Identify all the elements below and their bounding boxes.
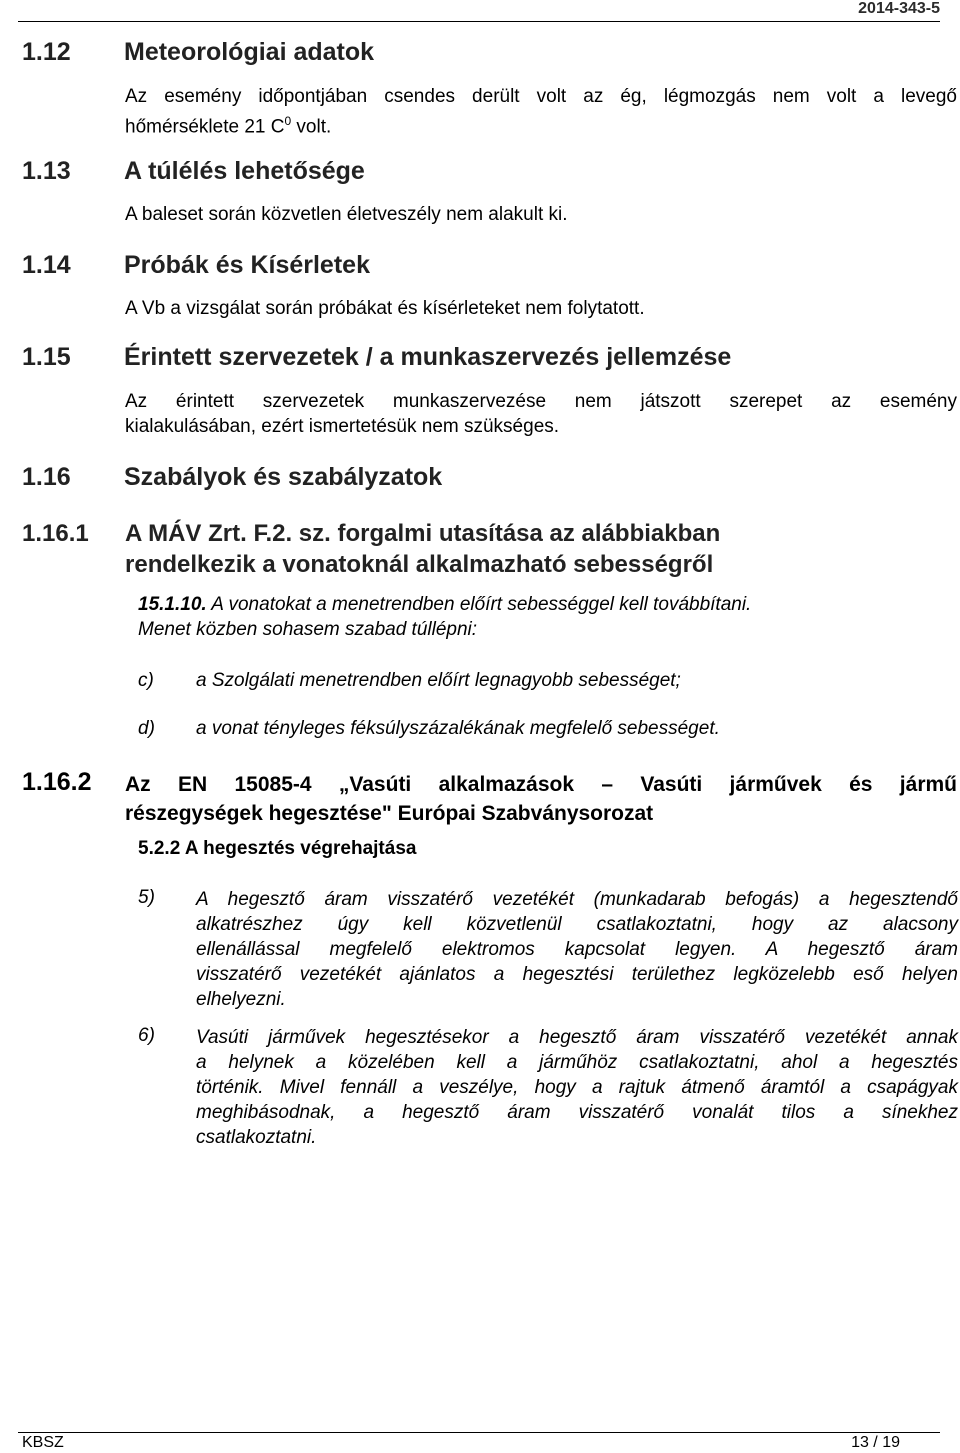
heading-1-16 (22, 463, 942, 495)
heading-title: Szabályok és szabályzatok (124, 463, 443, 491)
heading-number: 1.15 (22, 343, 71, 371)
heading-1-12 (22, 38, 942, 70)
paragraph-1-14: A Vb a vizsgálat során próbákat és kísérleteket nem folytatott. (125, 298, 645, 319)
heading-title: Meteorológiai adatok (124, 38, 375, 66)
heading-title: A túlélés lehetősége (124, 157, 365, 185)
paragraph-line: hőmérséklete 21 $C^0$ volt. (125, 114, 332, 138)
list-item-text: a vonat tényleges féksúlyszázalékának megfelelő sebességet. (196, 718, 720, 739)
list-item-text: a Szolgálati menetrendben előírt legnagyobb sebességet; (196, 670, 681, 691)
footer-organization: KBSZ (22, 1434, 64, 1451)
footer-page-number: 13 / 19 (851, 1434, 900, 1451)
paragraph-line: kialakulásában, ezért ismertetésük nem szükséges. (125, 416, 560, 437)
rule-paragraph (138, 594, 751, 616)
heading-1-16-1-number: 1.16.1 (22, 520, 89, 547)
paragraph-1-12 (125, 84, 957, 139)
heading-1-16-2-number: 1.16.2 (22, 768, 92, 796)
numbered-item-text: A hegesztő áram visszatérő vezetékét (munkadarab befogás) a hegesztendő alkatrészhez úgy kell közvetlenül csatlakoztatni, hogy az alacsony ellenállással megfelelő elektromos kapcsolat legyen. A hegesztő áram visszatérő vezetékét ajánlatos a hegesztési területhez legközelebb eső helyen elhelyezni. (196, 889, 958, 1010)
heading-title: Próbák és Kísérletek (124, 251, 370, 279)
footer-rule (18, 1432, 940, 1433)
paragraph-line: Az érintett szervezetek munkaszervezése nem játszott szerepet az esemény (125, 391, 957, 412)
document-id: 2014-343-5 (858, 0, 940, 17)
heading-1-14 (22, 251, 942, 283)
heading-1-16-1-title: A MÁV Zrt. F.2. sz. forgalmi utasítása az alábbiakban rendelkezik a vonatoknál alkalmazható sebességről (125, 520, 721, 578)
numbered-item-text: Vasúti járművek hegesztésekor a hegesztő áram visszatérő vezetékét annak a helynek a közelében kell a járműhöz csatlakoztatni, ahol a hegesztés történik. Mivel fennáll a veszélye, hogy a rajtuk átmenő áramtól a csapágyak meghibásodnak, a hegesztő áram visszatérő vonalát tilos a sínekhez csatlakoztatni. (196, 1027, 958, 1148)
heading-1-16-2-title: Az EN 15085-4 „Vasúti alkalmazások – Vasúti járművek és jármű részegységek hegesztése" Európai Szabványsorozat (125, 773, 957, 825)
numbered-item-number: 6) (138, 1025, 155, 1046)
rule-reference: 15.1.10. (138, 594, 207, 615)
rule-paragraph-line: Menet közben sohasem szabad túllépni: (138, 619, 478, 640)
heading-number: 1.13 (22, 157, 71, 185)
subheading-5-2-2: 5.2.2 A hegesztés végrehajtása (138, 838, 417, 859)
heading-number: 1.16 (22, 463, 71, 491)
header-rule (18, 21, 940, 22)
list-item-letter: d) (138, 718, 155, 739)
heading-number: 1.14 (22, 251, 71, 279)
paragraph-1-13: A baleset során közvetlen életveszély nem alakult ki. (125, 204, 568, 225)
heading-1-15 (22, 343, 942, 375)
paragraph-1-15 (125, 389, 957, 439)
paragraph-line: Az esemény időpontjában csendes derült volt az ég, légmozgás nem volt a levegő (125, 86, 957, 107)
heading-number: 1.12 (22, 38, 71, 66)
heading-1-13 (22, 157, 942, 189)
list-item-letter: c) (138, 670, 154, 691)
numbered-item-number: 5) (138, 887, 155, 908)
heading-title: Érintett szervezetek / a munkaszervezés jellemzése (124, 343, 732, 371)
rule-text: A vonatokat a menetrendben előírt sebességgel kell továbbítani. (206, 594, 752, 615)
